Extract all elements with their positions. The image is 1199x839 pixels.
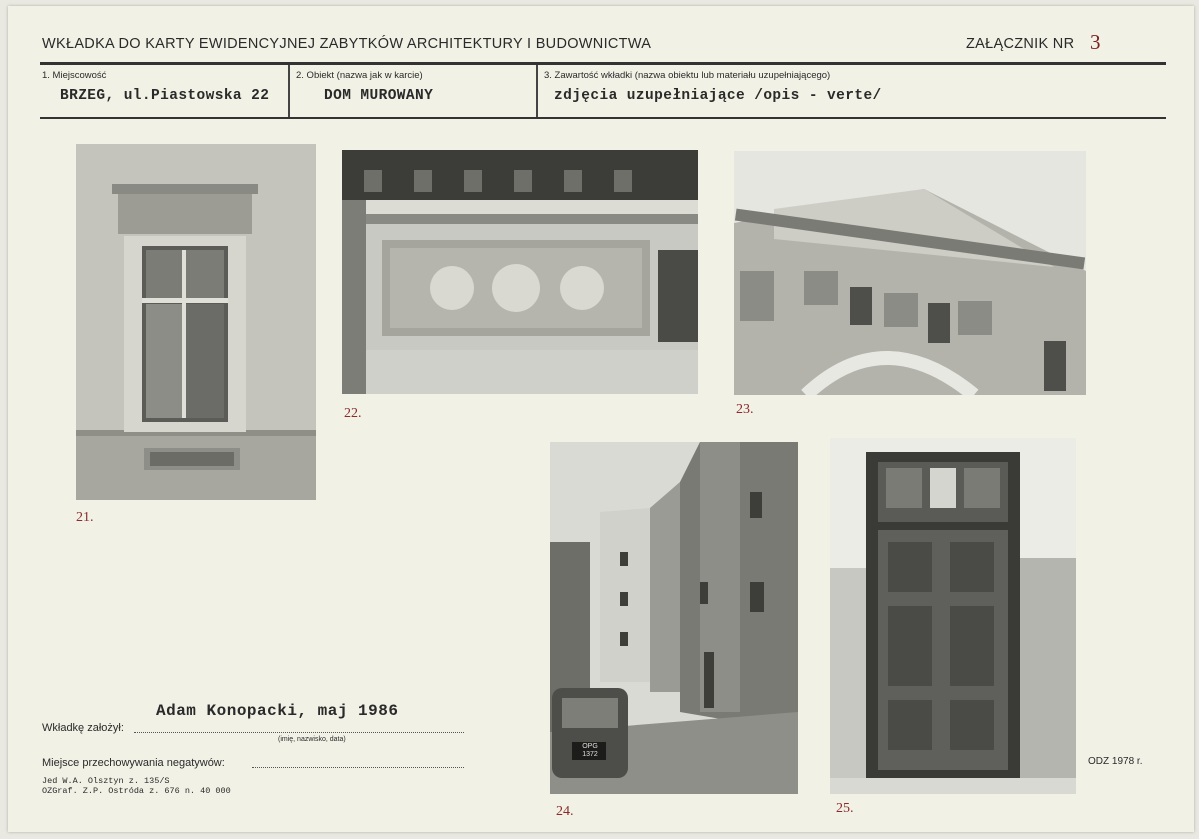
contents-value: zdjęcia uzupełniające /opis - verte/ (554, 88, 882, 104)
print-line-1: Jed W.A. Olsztyn z. 135/S (42, 776, 170, 786)
negatives-line (252, 767, 464, 768)
object-value: DOM MUROWANY (324, 88, 434, 104)
field-divider (536, 65, 538, 117)
photo-gable-icon (734, 151, 1086, 395)
place-label: 1. Miejscowość (42, 70, 107, 81)
author-line (134, 732, 464, 733)
photo-frieze-icon (342, 150, 698, 394)
photo-number-21: 21. (76, 510, 94, 525)
fields-rule (40, 117, 1166, 119)
document-title: WKŁADKA DO KARTY EWIDENCYJNEJ ZABYTKÓW ARCHITEKTURY I BUDOWNICTWA (42, 36, 652, 52)
author-hint: (imię, nazwisko, data) (278, 736, 346, 743)
photo-window-icon (76, 144, 316, 500)
place-value: BRZEG, ul.Piastowska 22 (60, 88, 270, 104)
photo-courtyard-icon (550, 442, 798, 794)
print-line-2: OZGraf. Z.P. Ostróda z. 676 n. 40 000 (42, 786, 231, 796)
photo-door-icon (830, 438, 1076, 794)
negatives-label: Miejsce przechowywania negatywów: (42, 757, 225, 769)
header-rule (40, 62, 1166, 65)
attachment-label: ZAŁĄCZNIK NR (966, 36, 1075, 52)
author-label: Wkładkę założył: (42, 722, 124, 734)
document-sheet (8, 6, 1194, 832)
car-plate: OPG 1372 (582, 743, 598, 758)
photo-number-23: 23. (736, 402, 754, 417)
photo-number-24: 24. (556, 804, 574, 819)
photo-number-22: 22. (344, 406, 362, 421)
form-code: ODZ 1978 r. (1088, 756, 1143, 767)
author-value: Adam Konopacki, maj 1986 (156, 702, 399, 720)
contents-label: 3. Zawartość wkładki (nazwa obiektu lub materiału uzupełniającego) (544, 70, 831, 81)
photo-number-25: 25. (836, 801, 854, 816)
field-divider (288, 65, 290, 117)
attachment-number: 3 (1090, 30, 1101, 54)
object-label: 2. Obiekt (nazwa jak w karcie) (296, 70, 423, 81)
